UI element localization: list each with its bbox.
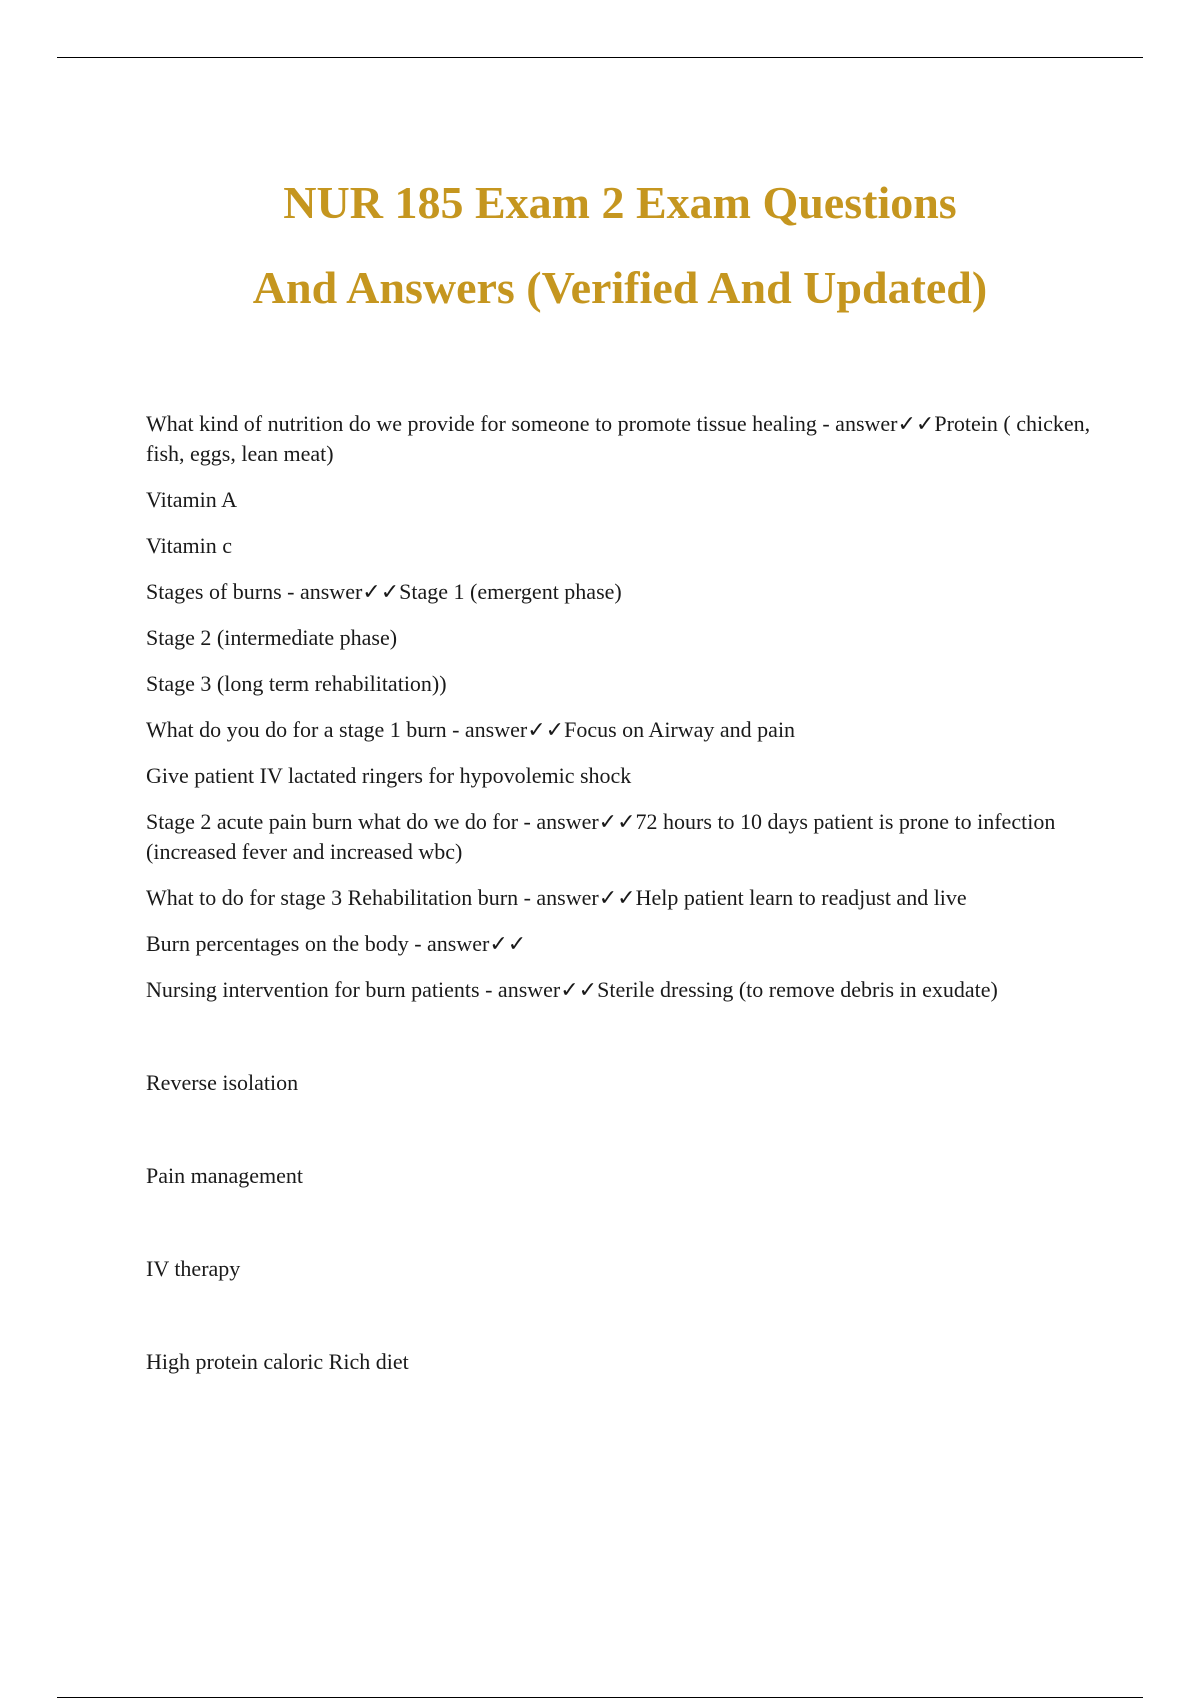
paragraph: Stage 2 acute pain burn what do we do for - answer✓✓72 hours to 10 days patient is prone to infection (increased fever and increased wbc) — [146, 809, 1056, 864]
paragraph: Reverse isolation — [146, 1070, 299, 1095]
paragraph: Give patient IV lactated ringers for hypovolemic shock — [146, 763, 632, 788]
paragraph: What to do for stage 3 Rehabilitation burn - answer✓✓Help patient learn to readjust and live — [146, 885, 967, 910]
paragraph: Nursing intervention for burn patients - answer✓✓Sterile dressing (to remove debris in exudate) — [146, 977, 998, 1002]
paragraph: Stage 3 (long term rehabilitation)) — [146, 671, 447, 696]
document-body — [146, 409, 1096, 1377]
paragraph: Burn percentages on the body - answer✓✓ — [146, 931, 527, 956]
paragraph: Stages of burns - answer✓✓Stage 1 (emergent phase) — [146, 579, 622, 604]
document-title — [0, 160, 1200, 330]
paragraph: High protein caloric Rich diet — [146, 1349, 409, 1374]
paragraph: Vitamin A — [146, 487, 237, 512]
paragraph: Pain management — [146, 1163, 304, 1188]
paragraph: Vitamin c — [146, 533, 233, 558]
paragraph: IV therapy — [146, 1256, 241, 1281]
title-line-1: NUR 185 Exam 2 Exam Questions — [283, 177, 957, 228]
paragraph: What kind of nutrition do we provide for someone to promote tissue healing - answer✓✓Protein ( chicken, fish, eggs, lean meat) — [146, 411, 1091, 466]
bottom-rule — [57, 1697, 1143, 1698]
top-rule — [57, 57, 1143, 58]
title-line-2: And Answers (Verified And Updated) — [252, 262, 988, 313]
paragraph: What do you do for a stage 1 burn - answer✓✓Focus on Airway and pain — [146, 717, 796, 742]
paragraph: Stage 2 (intermediate phase) — [146, 625, 398, 650]
